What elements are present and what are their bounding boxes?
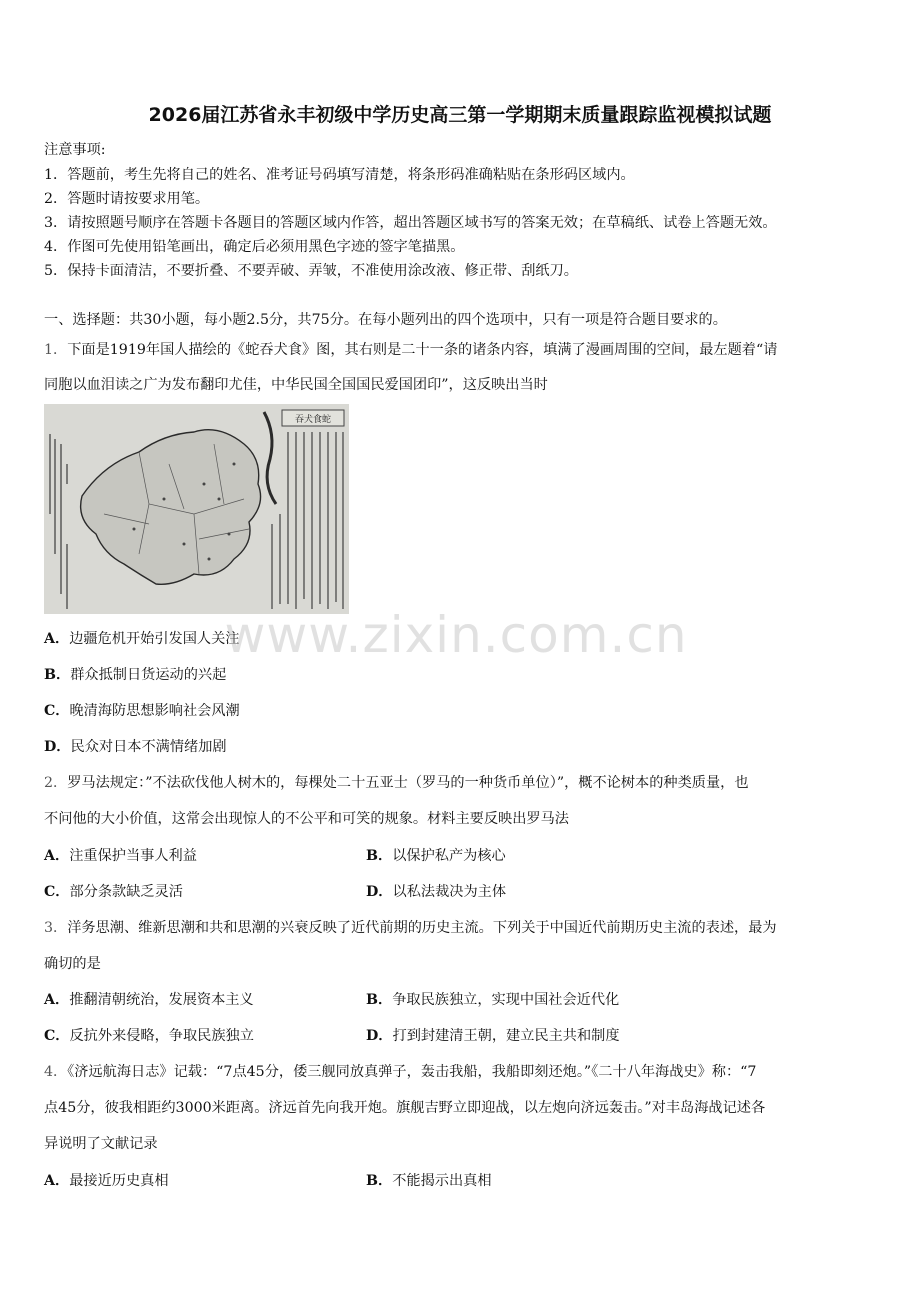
question-number: 1． xyxy=(44,342,68,358)
question-3-line-1: 3．洋务思潮、维新思潮和共和思潮的兴衰反映了近代前期的历史主流。下列关于中国近代前期历史主流的表述，最为 xyxy=(44,920,777,936)
notice-item: 3．请按照题号顺序在答题卡各题目的答题区域内作答，超出答题区域书写的答案无效；在草稿纸、试卷上答题无效。 xyxy=(44,215,777,231)
option-3c[interactable]: C．反抗外来侵略，争取民族独立 xyxy=(44,1028,254,1044)
option-3a[interactable]: A．推翻清朝统治，发展资本主义 xyxy=(44,992,254,1008)
option-1b[interactable]: B．群众抵制日货运动的兴起 xyxy=(44,667,227,683)
question-number: 4． xyxy=(44,1064,68,1080)
option-2a[interactable]: A．注重保护当事人利益 xyxy=(44,848,197,864)
option-1c[interactable]: C．晚清海防思想影响社会风潮 xyxy=(44,703,240,719)
question-4-line-1: 4．《济远航海日志》记载：“7点45分，倭三舰同放真弹子，轰击我船，我船即刻还炮。”《二十八年海战史》称：“7 xyxy=(44,1064,757,1080)
page-title: 2026届江苏省永丰初级中学历史高三第一学期期末质量跟踪监视模拟试题 xyxy=(148,104,772,126)
question-2-line-1: 2．罗马法规定：”不法砍伐他人树木的，每棵处二十五亚士（罗马的一种货币单位）”，概不论树本的种类质量，也 xyxy=(44,775,749,791)
section-heading: 一、选择题：共30小题，每小题2.5分，共75分。在每小题列出的四个选项中，只有一项是符合题目要求的。 xyxy=(44,312,727,328)
option-4a[interactable]: A．最接近历史真相 xyxy=(44,1173,169,1189)
question-1-line-1: 1．下面是1919年国人描绘的《蛇吞犬食》图，其右则是二十一条的诸条内容，填满了漫画周围的空间，最左题着“请 xyxy=(44,342,778,358)
question-2-line-2: 不问他的大小价值，这常会出现惊人的不公平和可笑的规象。材料主要反映出罗马法 xyxy=(44,811,569,827)
question-4-line-3: 异说明了文献记录 xyxy=(44,1136,158,1152)
question-3-line-2: 确切的是 xyxy=(44,956,101,972)
option-1d[interactable]: D．民众对日本不满情绪加剧 xyxy=(44,739,227,755)
question-1-line-2: 同胞以血泪读之广为发布翻印尤佳，中华民国全国国民爱国团印”，这反映出当时 xyxy=(44,377,548,393)
option-2d[interactable]: D．以私法裁决为主体 xyxy=(366,884,507,900)
option-2b[interactable]: B．以保护私产为核心 xyxy=(366,848,506,864)
map-illustration xyxy=(44,404,349,614)
watermark: www.zixin.com.cn xyxy=(224,606,688,664)
cartoon-map-image xyxy=(44,404,349,614)
figure-title: 吞犬食蛇 xyxy=(294,415,332,425)
option-4b[interactable]: B．不能揭示出真相 xyxy=(366,1173,492,1189)
option-3d[interactable]: D．打到封建清王朝，建立民主共和制度 xyxy=(366,1028,620,1044)
option-3b[interactable]: B．争取民族独立，实现中国社会近代化 xyxy=(366,992,620,1008)
question-number: 2． xyxy=(44,775,68,791)
notice-item: 1．答题前，考生先将自己的姓名、准考证号码填写清楚，将条形码准确粘贴在条形码区域内。 xyxy=(44,167,635,183)
notice-item: 5．保持卡面清洁，不要折叠、不要弄破、弄皱，不准使用涂改液、修正带、刮纸刀。 xyxy=(44,263,578,279)
option-1a[interactable]: A．边疆危机开始引发国人关注 xyxy=(44,631,240,647)
notice-item: 2．答题时请按要求用笔。 xyxy=(44,191,210,207)
notice-heading: 注意事项: xyxy=(44,142,106,158)
option-2c[interactable]: C．部分条款缺乏灵活 xyxy=(44,884,183,900)
notice-item: 4．作图可先使用铅笔画出，确定后必须用黑色字迹的签字笔描黑。 xyxy=(44,239,465,255)
question-4-line-2: 点45分，彼我相距约3000米距离。济远首先向我开炮。旗舰吉野立即迎战，以左炮向济远轰击。”对丰岛海战记述各 xyxy=(44,1100,766,1116)
question-number: 3． xyxy=(44,920,68,936)
